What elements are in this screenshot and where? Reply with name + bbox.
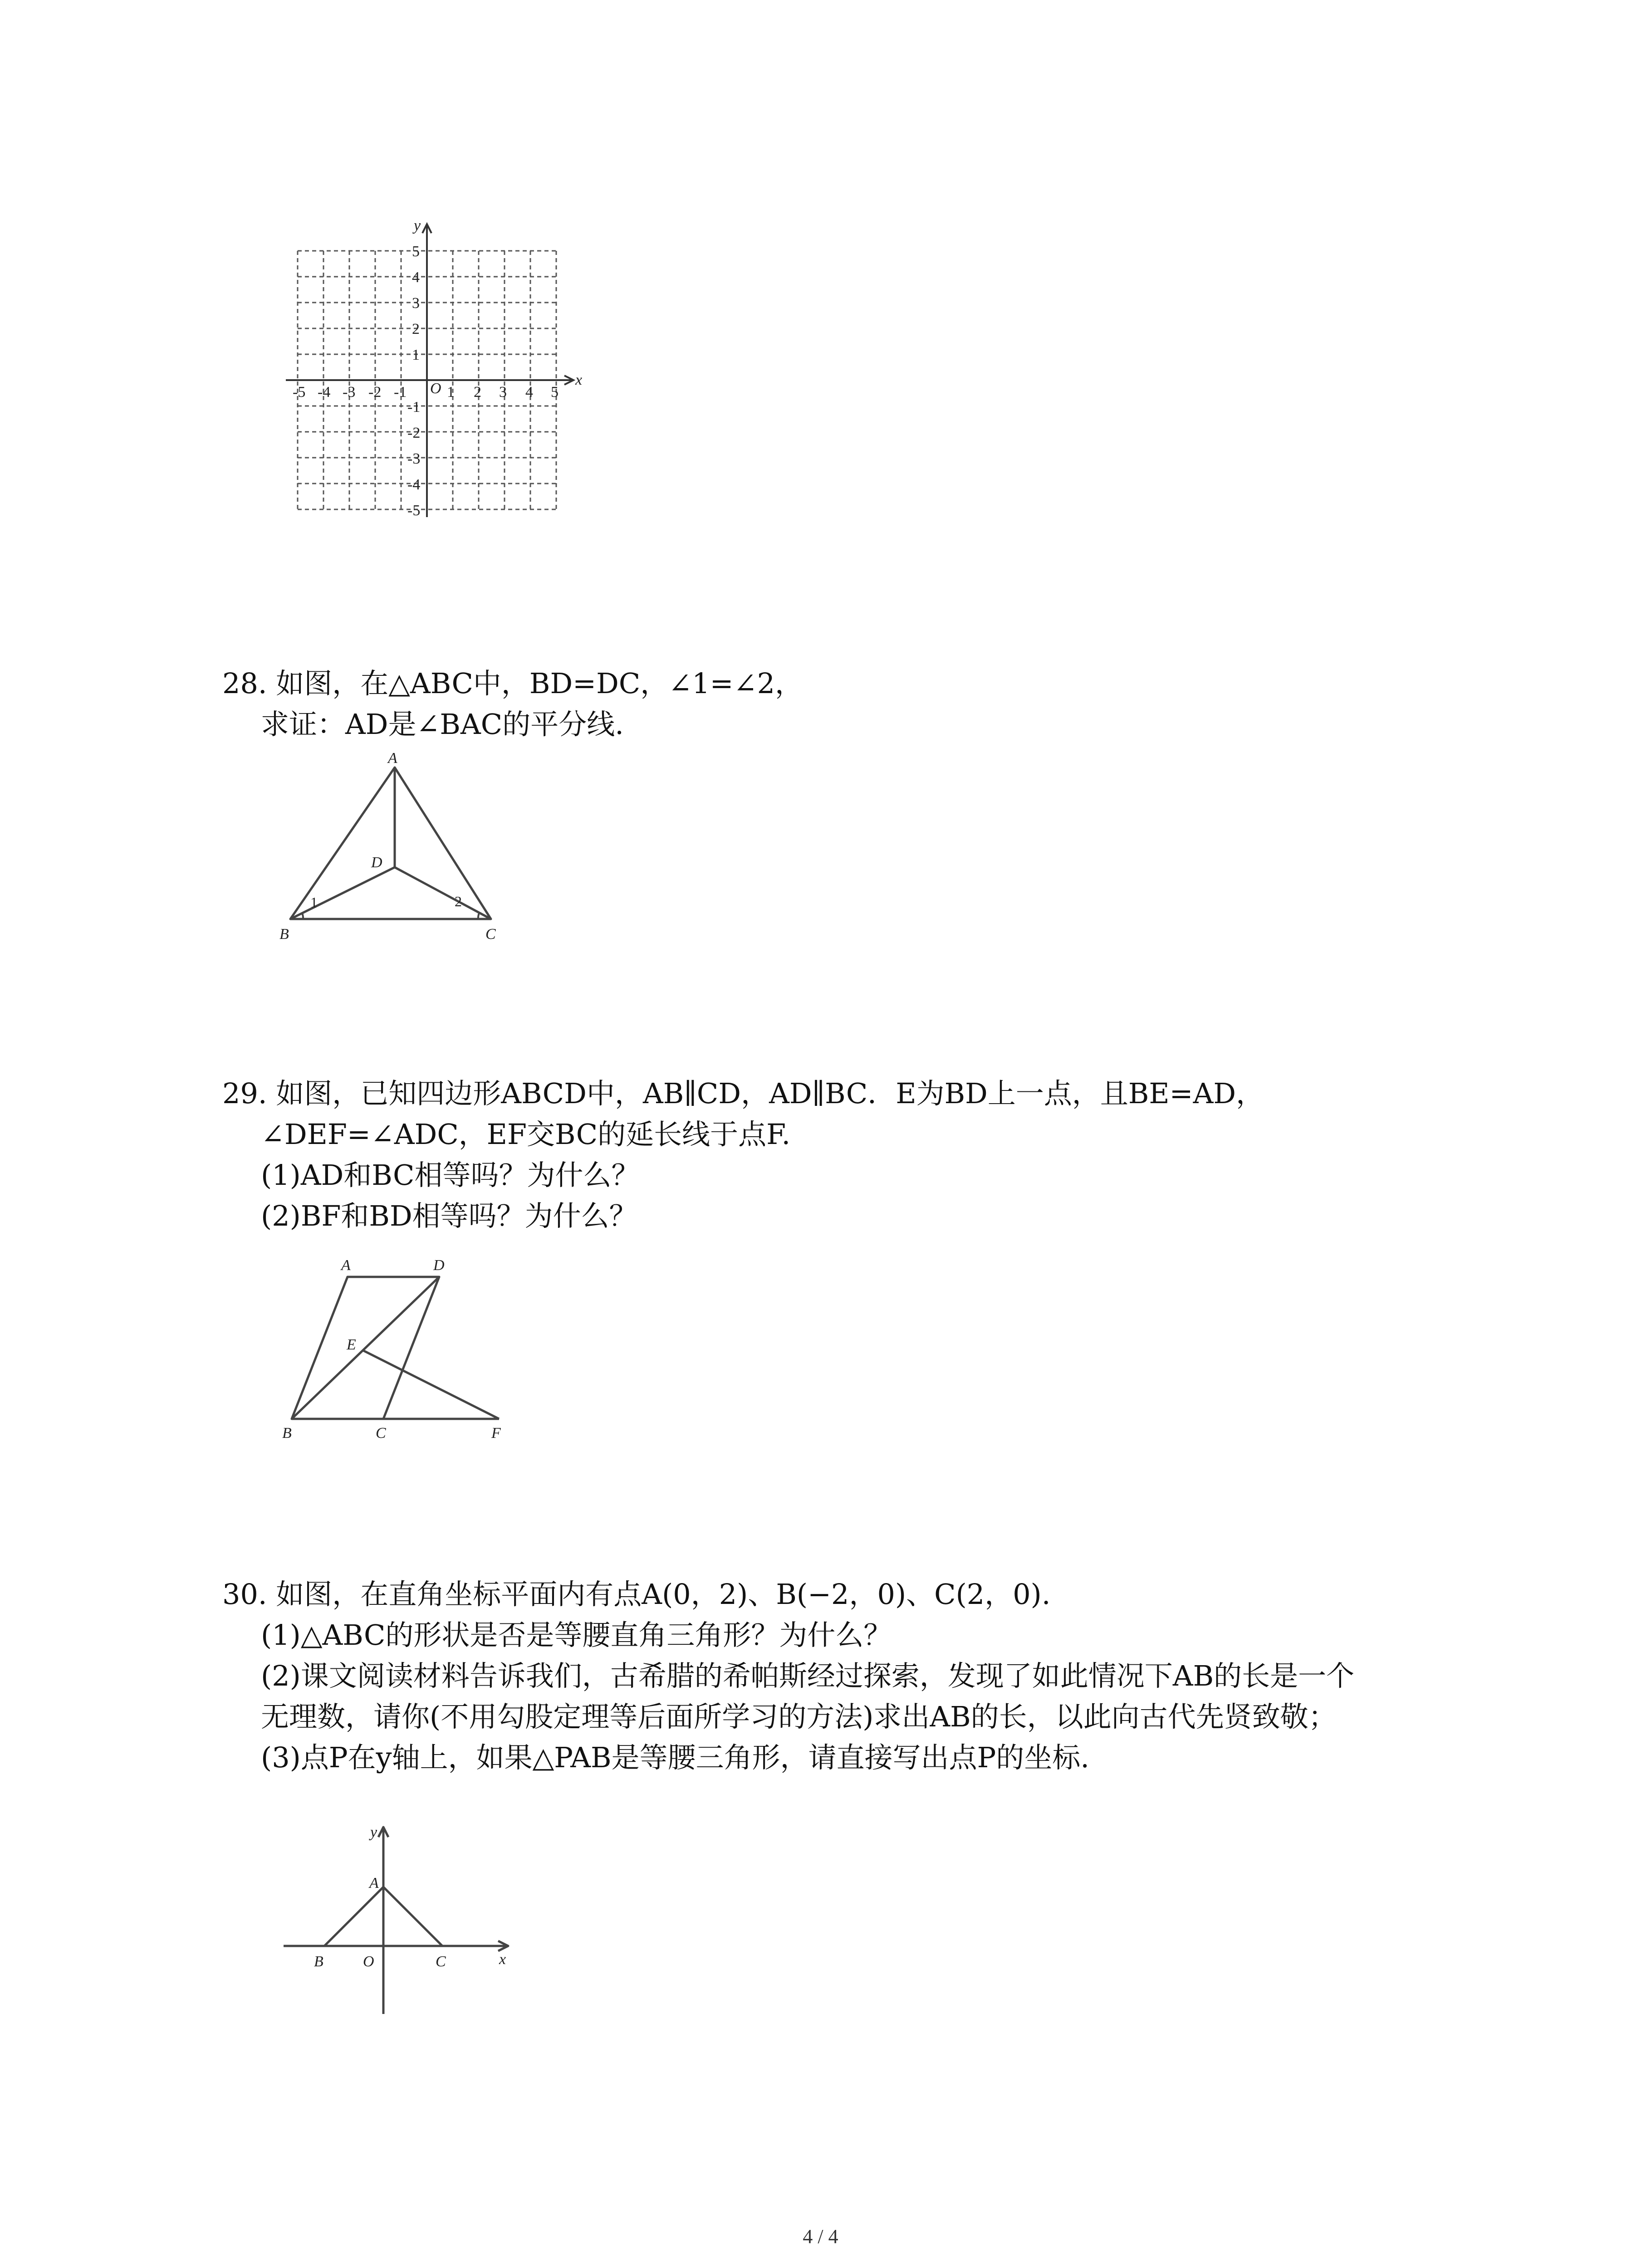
vertex-d-label: D: [371, 854, 382, 871]
origin-label: O: [430, 380, 441, 397]
origin-label: O: [363, 1953, 374, 1970]
q28-statement: 28. 如图，在△ABC中，BD=DC，∠1=∠2，: [222, 667, 803, 700]
page-number: 4 / 4: [803, 2225, 838, 2248]
angle-2-label: 2: [455, 893, 462, 909]
point-b-label: B: [314, 1953, 323, 1970]
q29-part-2: (2)BF和BD相等吗？为什么？: [261, 1199, 637, 1232]
q30-part-3: (3)点P在y轴上，如果△PAB是等腰三角形，请直接写出点P的坐标.: [261, 1741, 1090, 1774]
vertex-b-label: B: [282, 1425, 292, 1442]
x-tick-label: -4: [318, 384, 331, 401]
angle-1-arc: [302, 913, 303, 919]
q30-part-2-continued: 无理数，请你(不用勾股定理等后面所学习的方法)求出AB的长，以此向古代先贤致敬；: [261, 1700, 1337, 1733]
q28-prove-statement: 求证：AD是∠BAC的平分线.: [261, 708, 624, 741]
vertex-a-label: A: [341, 1257, 351, 1274]
point-a-label: A: [369, 1875, 379, 1892]
y-tick-label: 5: [412, 243, 420, 260]
y-tick-label: -1: [407, 399, 421, 415]
q28-triangle-figure: [268, 744, 513, 948]
y-axis-label: y: [370, 1824, 377, 1841]
x-tick-label: -5: [293, 384, 306, 401]
y-tick-label: 4: [412, 269, 420, 286]
q29-quadrilateral-figure: [272, 1243, 526, 1442]
coordinate-grid-figure: [272, 213, 599, 531]
y-tick-label: 2: [412, 321, 420, 337]
y-tick-label: -5: [407, 502, 421, 519]
angle-2-arc: [478, 913, 479, 919]
q30-part-1: (1)△ABC的形状是否是等腰直角三角形？为什么？: [261, 1618, 892, 1652]
q30-statement: 30. 如图，在直角坐标平面内有点A(0，2)、B(−2，0)、C(2，0).: [222, 1578, 1051, 1611]
point-e-label: E: [347, 1336, 356, 1353]
x-tick-label: -1: [394, 384, 407, 401]
q30-part-2: (2)课文阅读材料告诉我们，古希腊的希帕斯经过探索，发现了如此情况下AB的长是一个: [261, 1659, 1355, 1692]
y-tick-label: 1: [412, 347, 420, 363]
x-axis-label: x: [499, 1951, 506, 1968]
angle-1-label: 1: [310, 894, 318, 910]
x-tick-label: 2: [474, 384, 481, 401]
x-tick-label: -3: [343, 384, 356, 401]
diagonal-bd: [292, 1277, 439, 1419]
x-tick-label: 3: [499, 384, 507, 401]
x-axis-label: x: [575, 371, 583, 388]
q29-statement: 29. 如图，已知四边形ABCD中，AB∥CD，AD∥BC．E为BD上一点，且BE=AD，: [222, 1077, 1264, 1110]
y-tick-label: -4: [407, 476, 421, 493]
y-axis-label: y: [414, 217, 421, 234]
vertex-c-label: C: [485, 926, 496, 943]
y-tick-label: -2: [407, 425, 421, 441]
x-tick-label: 1: [447, 384, 455, 401]
x-tick-label: 4: [525, 384, 533, 401]
x-tick-label: 5: [551, 384, 558, 401]
vertex-a-label: A: [388, 750, 397, 767]
q29-part-1: (1)AD和BC相等吗？为什么？: [261, 1158, 640, 1192]
vertex-b-label: B: [279, 926, 289, 943]
point-f-label: F: [491, 1425, 501, 1442]
x-tick-label: -2: [368, 384, 382, 401]
vertex-c-label: C: [376, 1425, 386, 1442]
vertex-d-label: D: [433, 1257, 445, 1274]
segment-bd: [290, 867, 395, 919]
q29-condition: ∠DEF=∠ADC，EF交BC的延长线于点F.: [261, 1118, 791, 1151]
point-c-label: C: [436, 1953, 446, 1970]
segment-cd: [395, 867, 491, 919]
y-tick-label: 3: [412, 295, 420, 312]
q30-coordinate-figure: [272, 1810, 526, 2023]
segment-ef: [363, 1350, 499, 1419]
y-tick-label: -3: [407, 450, 421, 467]
